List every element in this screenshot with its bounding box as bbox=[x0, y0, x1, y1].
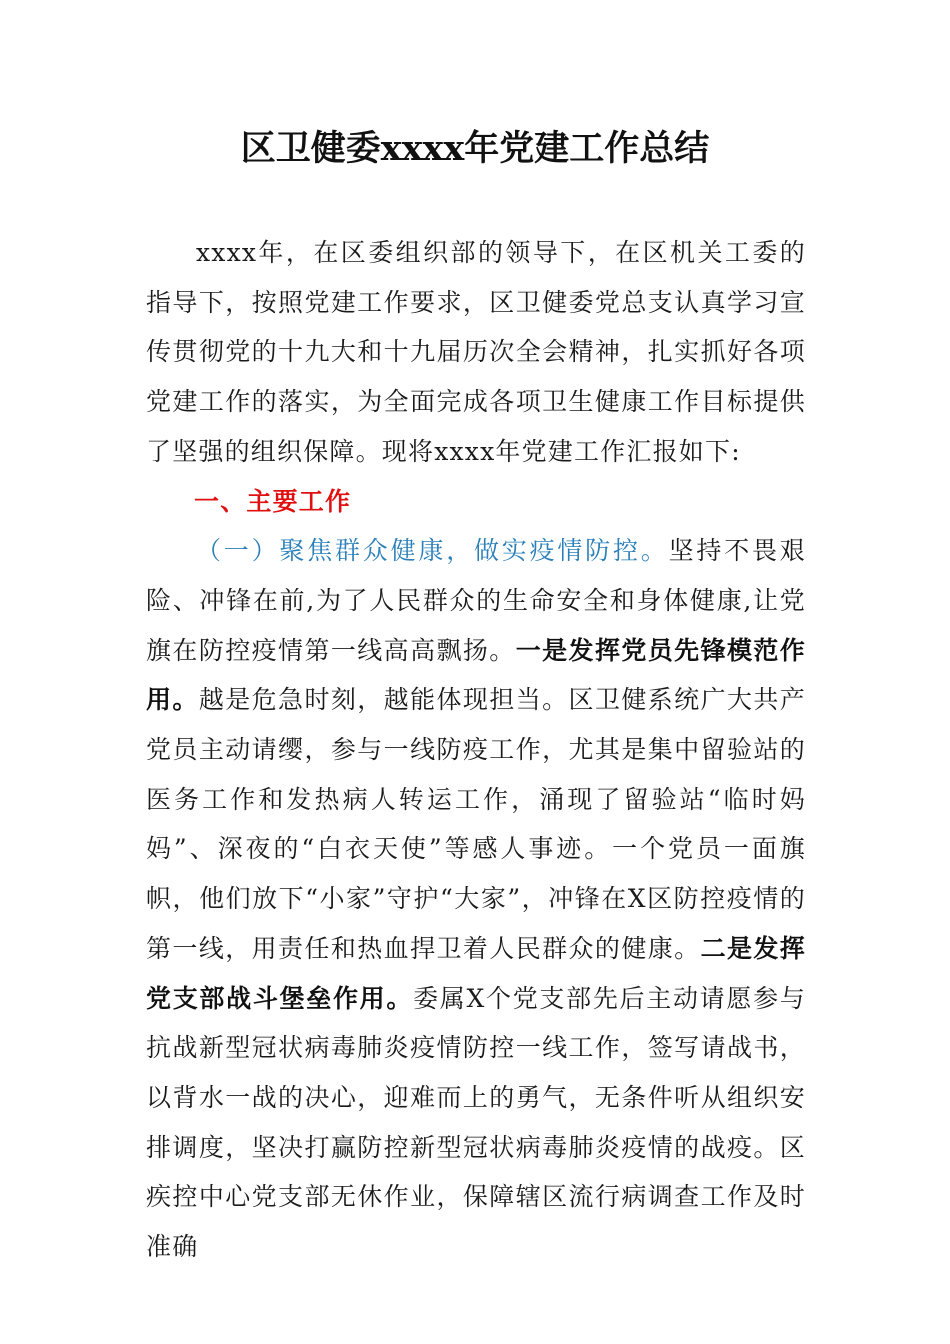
sub-heading-epidemic-control: （一）聚焦群众健康，做实疫情防控。 bbox=[196, 536, 669, 566]
section-paragraph-epidemic-control bbox=[146, 526, 806, 1272]
document-title: 区卫健委xxxx年党建工作总结 bbox=[240, 128, 710, 169]
intro-paragraph: xxxx年，在区委组织部的领导下，在区机关工委的指导下，按照党建工作要求，区卫健委党总支认真学习宣传贯彻党的十九大和十九届历次全会精神，扎实抓好各项党建工作的落实，为全面完成各项卫生健康工作目标提供了坚强的组织保障。现将xxxx年党建工作汇报如下: bbox=[146, 238, 806, 466]
paragraph-text: 越是危急时刻，越能体现担当。区卫健系统广大共产党员主动请缨，参与一线防疫工作，尤其是集中留验站的医务工作和发热病人转运工作，涌现了留验站“临时妈妈”、深夜的“白衣天使”等感人事迹。一个党员一面旗帜，他们放下“小家”守护“大家”，冲锋在X区防控疫情的第一线，用责任和热血捍卫着人民群众的健康。 bbox=[146, 685, 806, 963]
paragraph-text: 委属X个党支部先后主动请愿参与抗战新型冠状病毒肺炎疫情防控一线工作，签写请战书，以背水一战的决心，迎难而上的勇气，无条件听从组织安排调度，坚决打赢防控新型冠状病毒肺炎疫情的战疫。区疾控中心党支部无休作业，保障辖区流行病调查工作及时准确 bbox=[146, 983, 806, 1262]
point-heading-party-member-role: 一是发挥党员先锋模范作用。 bbox=[146, 635, 806, 715]
document-body bbox=[146, 228, 806, 1272]
point-heading-party-branch-role: 二是发挥党支部战斗堡垒作用。 bbox=[146, 933, 807, 1013]
section-heading-main-work: 一、主要工作 bbox=[194, 486, 352, 516]
paragraph-text: 坚持不畏艰险、冲锋在前,为了人民群众的生命安全和身体健康,让党旗在防控疫情第一线高高飘扬。 bbox=[146, 536, 806, 665]
